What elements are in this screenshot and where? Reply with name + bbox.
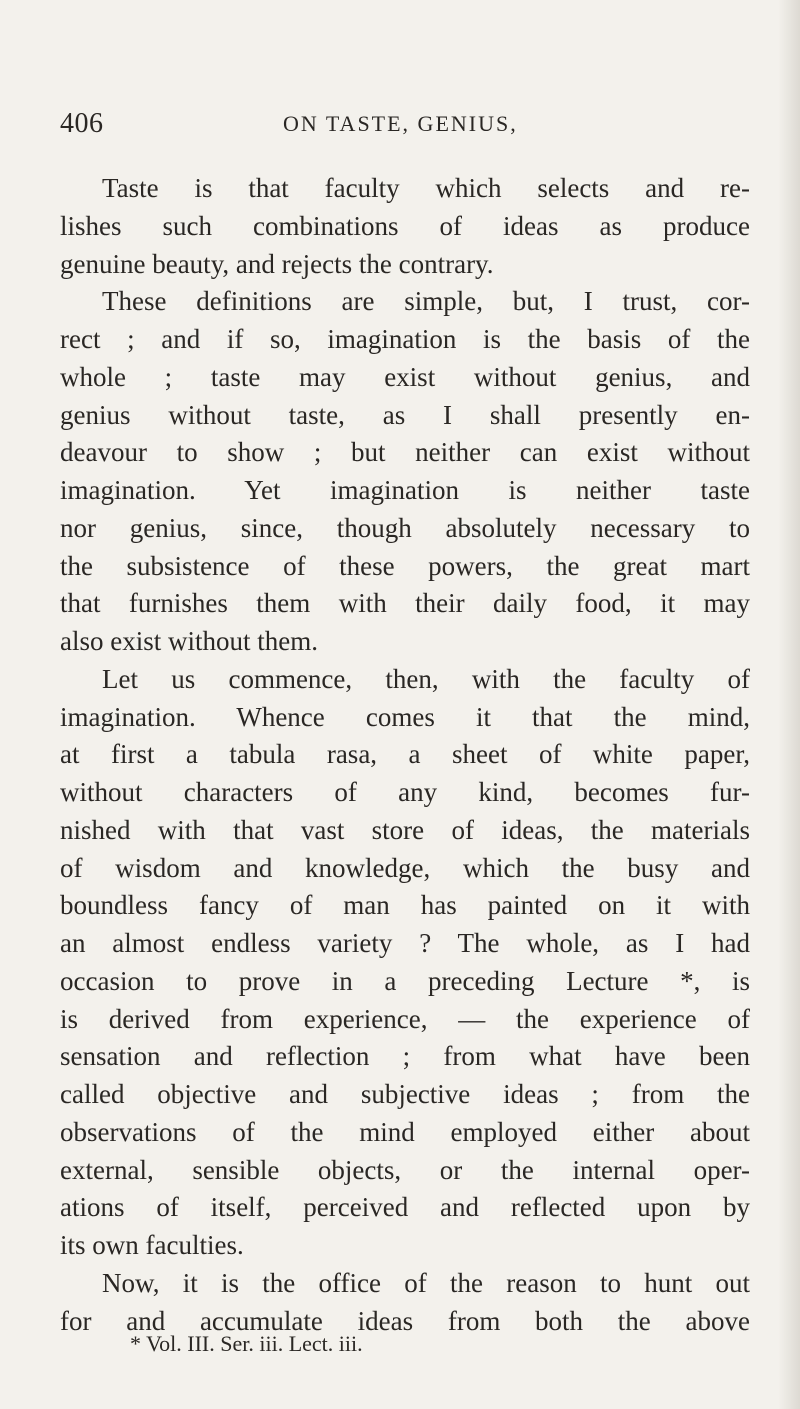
text-line: imagination. Yet imagination is neither taste [60, 475, 750, 505]
page-header [60, 108, 760, 148]
text-line: genius without taste, as I shall presently en- [60, 399, 750, 430]
text-line: for and accumulate ideas from both the above [60, 1305, 750, 1336]
text-line: whole ; taste may exist without genius, and [60, 361, 750, 392]
text-line: that furnishes them with their daily food, it may [60, 588, 750, 619]
running-head: ON TASTE, GENIUS, [283, 111, 518, 136]
text-line: nor genius, since, though absolutely necessary to [60, 512, 750, 543]
text-line: external, sensible objects, or the internal oper- [60, 1154, 750, 1185]
text-line: nished with that vast store of ideas, the materials [60, 814, 750, 845]
text-line: sensation and reflection ; from what have been [60, 1041, 750, 1072]
text-line: is derived from experience, — the experience of [60, 1003, 750, 1034]
footnote: * Vol. III. Ser. iii. Lect. iii. [130, 1331, 363, 1356]
page-edge-shadow [778, 0, 800, 1409]
text-line: also exist without them. [60, 626, 318, 656]
text-line: at first a tabula rasa, a sheet of white paper, [60, 739, 750, 770]
text-line: the subsistence of these powers, the great mart [60, 550, 750, 581]
text-line: imagination. Whence comes it that the mind, [60, 701, 750, 732]
text-line: called objective and subjective ideas ; from the [60, 1079, 750, 1109]
text-line: of wisdom and knowledge, which the busy and [60, 852, 750, 883]
text-line: observations of the mind employed either about [60, 1116, 750, 1147]
text-line: lishes such combinations of ideas as produce [60, 210, 750, 241]
body-text [60, 170, 750, 1340]
text-line: Let us commence, then, with the faculty of [102, 663, 750, 694]
text-line: ations of itself, perceived and reflected upon by [60, 1192, 750, 1223]
text-line: deavour to show ; but neither can exist without [60, 437, 750, 468]
text-line: occasion to prove in a preceding Lecture *, is [60, 965, 750, 996]
text-line: boundless fancy of man has painted on it with [60, 890, 750, 921]
text-line: an almost endless variety ? The whole, as I had [60, 928, 750, 958]
text-line: without characters of any kind, becomes fur- [60, 777, 750, 807]
text-line: These definitions are simple, but, I trust, cor- [102, 286, 750, 317]
text-line: Now, it is the office of the reason to hunt out [102, 1267, 750, 1298]
page-number: 406 [60, 108, 104, 139]
text-line: rect ; and if so, imagination is the basis of the [60, 324, 750, 354]
text-line: genuine beauty, and rejects the contrary. [60, 248, 494, 279]
text-line: Taste is that faculty which selects and re- [102, 173, 750, 203]
text-line: its own faculties. [60, 1230, 244, 1260]
